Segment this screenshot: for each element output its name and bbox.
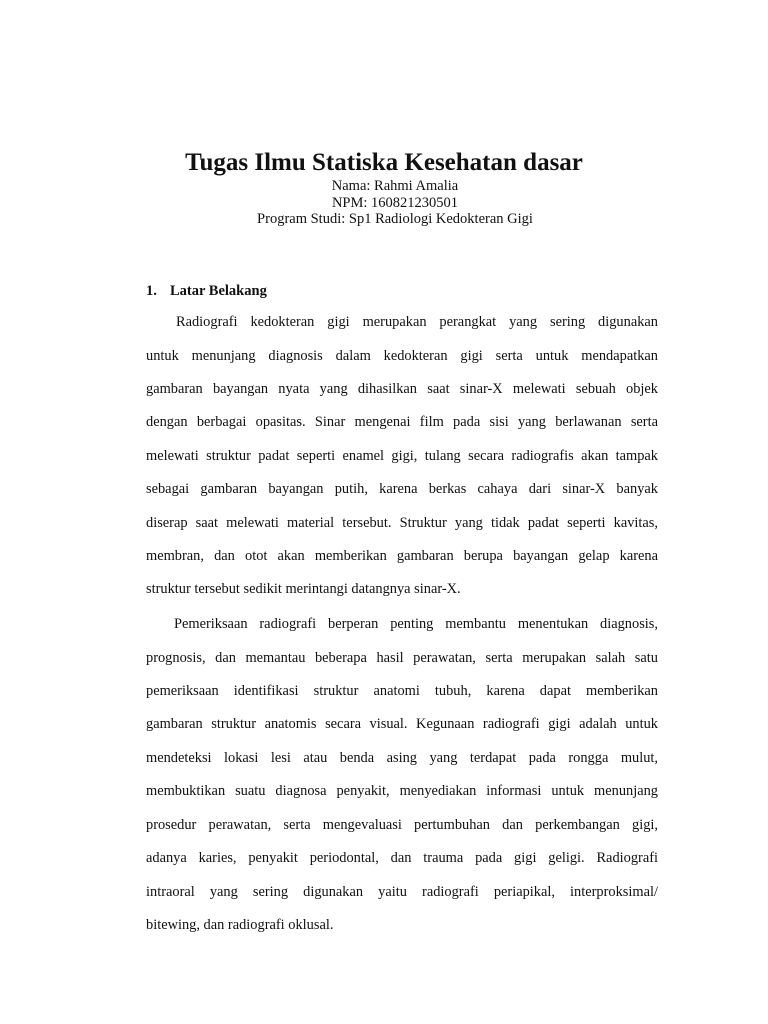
paragraph-1-line: dengan berbagai opasitas. Sinar mengenai film pada sisi yang berlawanan serta xyxy=(146,414,658,430)
paragraph-1-line: untuk menunjang diagnosis dalam kedokteran gigi serta untuk mendapatkan xyxy=(146,348,658,364)
study-program: Program Studi: Sp1 Radiologi Kedokteran Gigi xyxy=(257,211,533,227)
section-heading xyxy=(146,282,267,300)
paragraph-1-line: melewati struktur padat seperti enamel gigi, tulang secara radiografis akan tampak xyxy=(146,448,658,464)
paragraph-2-line: pemeriksaan identifikasi struktur anatomi tubuh, karena dapat memberikan xyxy=(146,683,658,699)
paragraph-2-line: intraoral yang sering digunakan yaitu radiografi periapikal, interproksimal/ xyxy=(146,884,658,900)
paragraph-2-line: membuktikan suatu diagnosa penyakit, menyediakan informasi untuk menunjang xyxy=(146,783,658,799)
paragraph-2-line: Pemeriksaan radiografi berperan penting membantu menentukan diagnosis, xyxy=(174,616,658,632)
paragraph-2-line: adanya karies, penyakit periodontal, dan trauma pada gigi geligi. Radiografi xyxy=(146,850,658,866)
document-title: Tugas Ilmu Statiska Kesehatan dasar xyxy=(185,149,583,176)
paragraph-1-line: Radiografi kedokteran gigi merupakan perangkat yang sering digunakan xyxy=(176,314,658,330)
paragraph-2-line: prosedur perawatan, serta mengevaluasi pertumbuhan dan perkembangan gigi, xyxy=(146,817,658,833)
paragraph-1-line: diserap saat melewati material tersebut. Struktur yang tidak padat seperti kavitas, xyxy=(146,515,658,531)
paragraph-2-line: gambaran struktur anatomis secara visual. Kegunaan radiografi gigi adalah untuk xyxy=(146,716,658,732)
section-number: 1. xyxy=(146,283,157,299)
paragraph-1-line: gambaran bayangan nyata yang dihasilkan saat sinar-X melewati sebuah objek xyxy=(146,381,658,397)
paragraph-2-line: mendeteksi lokasi lesi atau benda asing yang terdapat pada rongga mulut, xyxy=(146,750,658,766)
paragraph-1-line: struktur tersebut sedikit merintangi datangnya sinar-X. xyxy=(146,581,461,597)
paragraph-1-line: sebagai gambaran bayangan putih, karena berkas cahaya dari sinar-X banyak xyxy=(146,481,658,497)
student-npm: NPM: 160821230501 xyxy=(331,195,459,211)
paragraph-2-line: bitewing, dan radiografi oklusal. xyxy=(146,917,334,933)
section-heading-text: Latar Belakang xyxy=(170,283,267,299)
paragraph-1-line: membran, dan otot akan memberikan gambaran berupa bayangan gelap karena xyxy=(146,548,658,564)
student-name: Nama: Rahmi Amalia xyxy=(331,178,459,194)
paragraph-2-line: prognosis, dan memantau beberapa hasil perawatan, serta merupakan salah satu xyxy=(146,650,658,666)
